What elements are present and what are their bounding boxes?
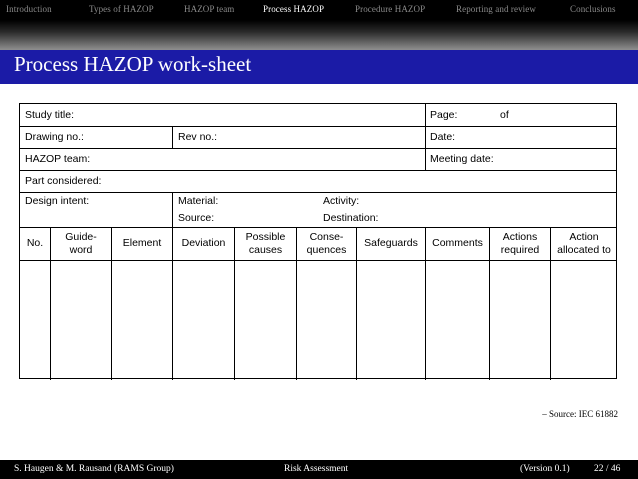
meeting-date-label: Meeting date: [430,153,494,165]
hazop-worksheet [19,103,617,379]
nav-hazop-team[interactable]: HAZOP team [184,4,235,14]
nav-reporting-and-review[interactable]: Reporting and review [456,4,536,14]
col-divider [172,192,173,380]
col-header-actions-required: Actions required [500,230,540,256]
nav-types-of-hazop[interactable]: Types of HAZOP [89,4,154,14]
nav-introduction[interactable]: Introduction [6,4,52,14]
header-divider [20,260,616,261]
col-header-element: Element [122,237,162,249]
footer-authors: S. Haugen & M. Rausand (RAMS Group) [14,464,174,474]
activity-label: Activity: [323,195,360,207]
row-divider [20,192,616,193]
material-label: Material: [178,195,219,207]
destination-label: Destination: [323,212,379,224]
col-header-comments: Comments [432,237,483,249]
slide-footer [0,460,638,479]
col-header-guide-word: Guide- word [65,230,97,256]
nav-conclusions[interactable]: Conclusions [570,4,616,14]
study-title-label: Study title: [25,109,75,121]
slide-title: Process HAZOP work-sheet [14,52,252,76]
col-header-deviation: Deviation [181,237,226,249]
row-divider [20,126,616,127]
nav-procedure-hazop[interactable]: Procedure HAZOP [355,4,426,14]
col-header-possible-causes: Possible causes [245,230,286,256]
col-divider [425,104,426,170]
section-navigation [0,0,638,20]
hazop-team-label: HAZOP team: [25,153,91,165]
footer-course: Risk Assessment [284,464,349,474]
date-label: Date: [430,131,456,143]
page-of-label: of [500,109,509,121]
row-divider [20,170,616,171]
design-intent-label: Design intent: [25,195,90,207]
source-note: – Source: IEC 61882 [542,409,618,419]
col-header-action-allocated-to: Action allocated to [557,230,611,256]
col-header-safeguards: Safeguards [364,237,418,249]
source-label: Source: [178,212,215,224]
title-bar [0,50,638,84]
drawing-no-label: Drawing no.: [25,131,84,143]
footer-page-number: 22 / 46 [594,464,621,474]
rev-no-label: Rev no.: [178,131,218,143]
part-considered-label: Part considered: [25,175,102,187]
row-divider [20,148,616,149]
header-gradient [0,20,638,50]
nav-process-hazop[interactable]: Process HAZOP [263,4,325,14]
footer-version: (Version 0.1) [520,464,570,474]
col-header-no: No. [26,237,44,249]
col-divider [172,126,173,148]
col-header-consequences: Conse- quences [306,230,347,256]
page-label: Page: [430,109,458,121]
